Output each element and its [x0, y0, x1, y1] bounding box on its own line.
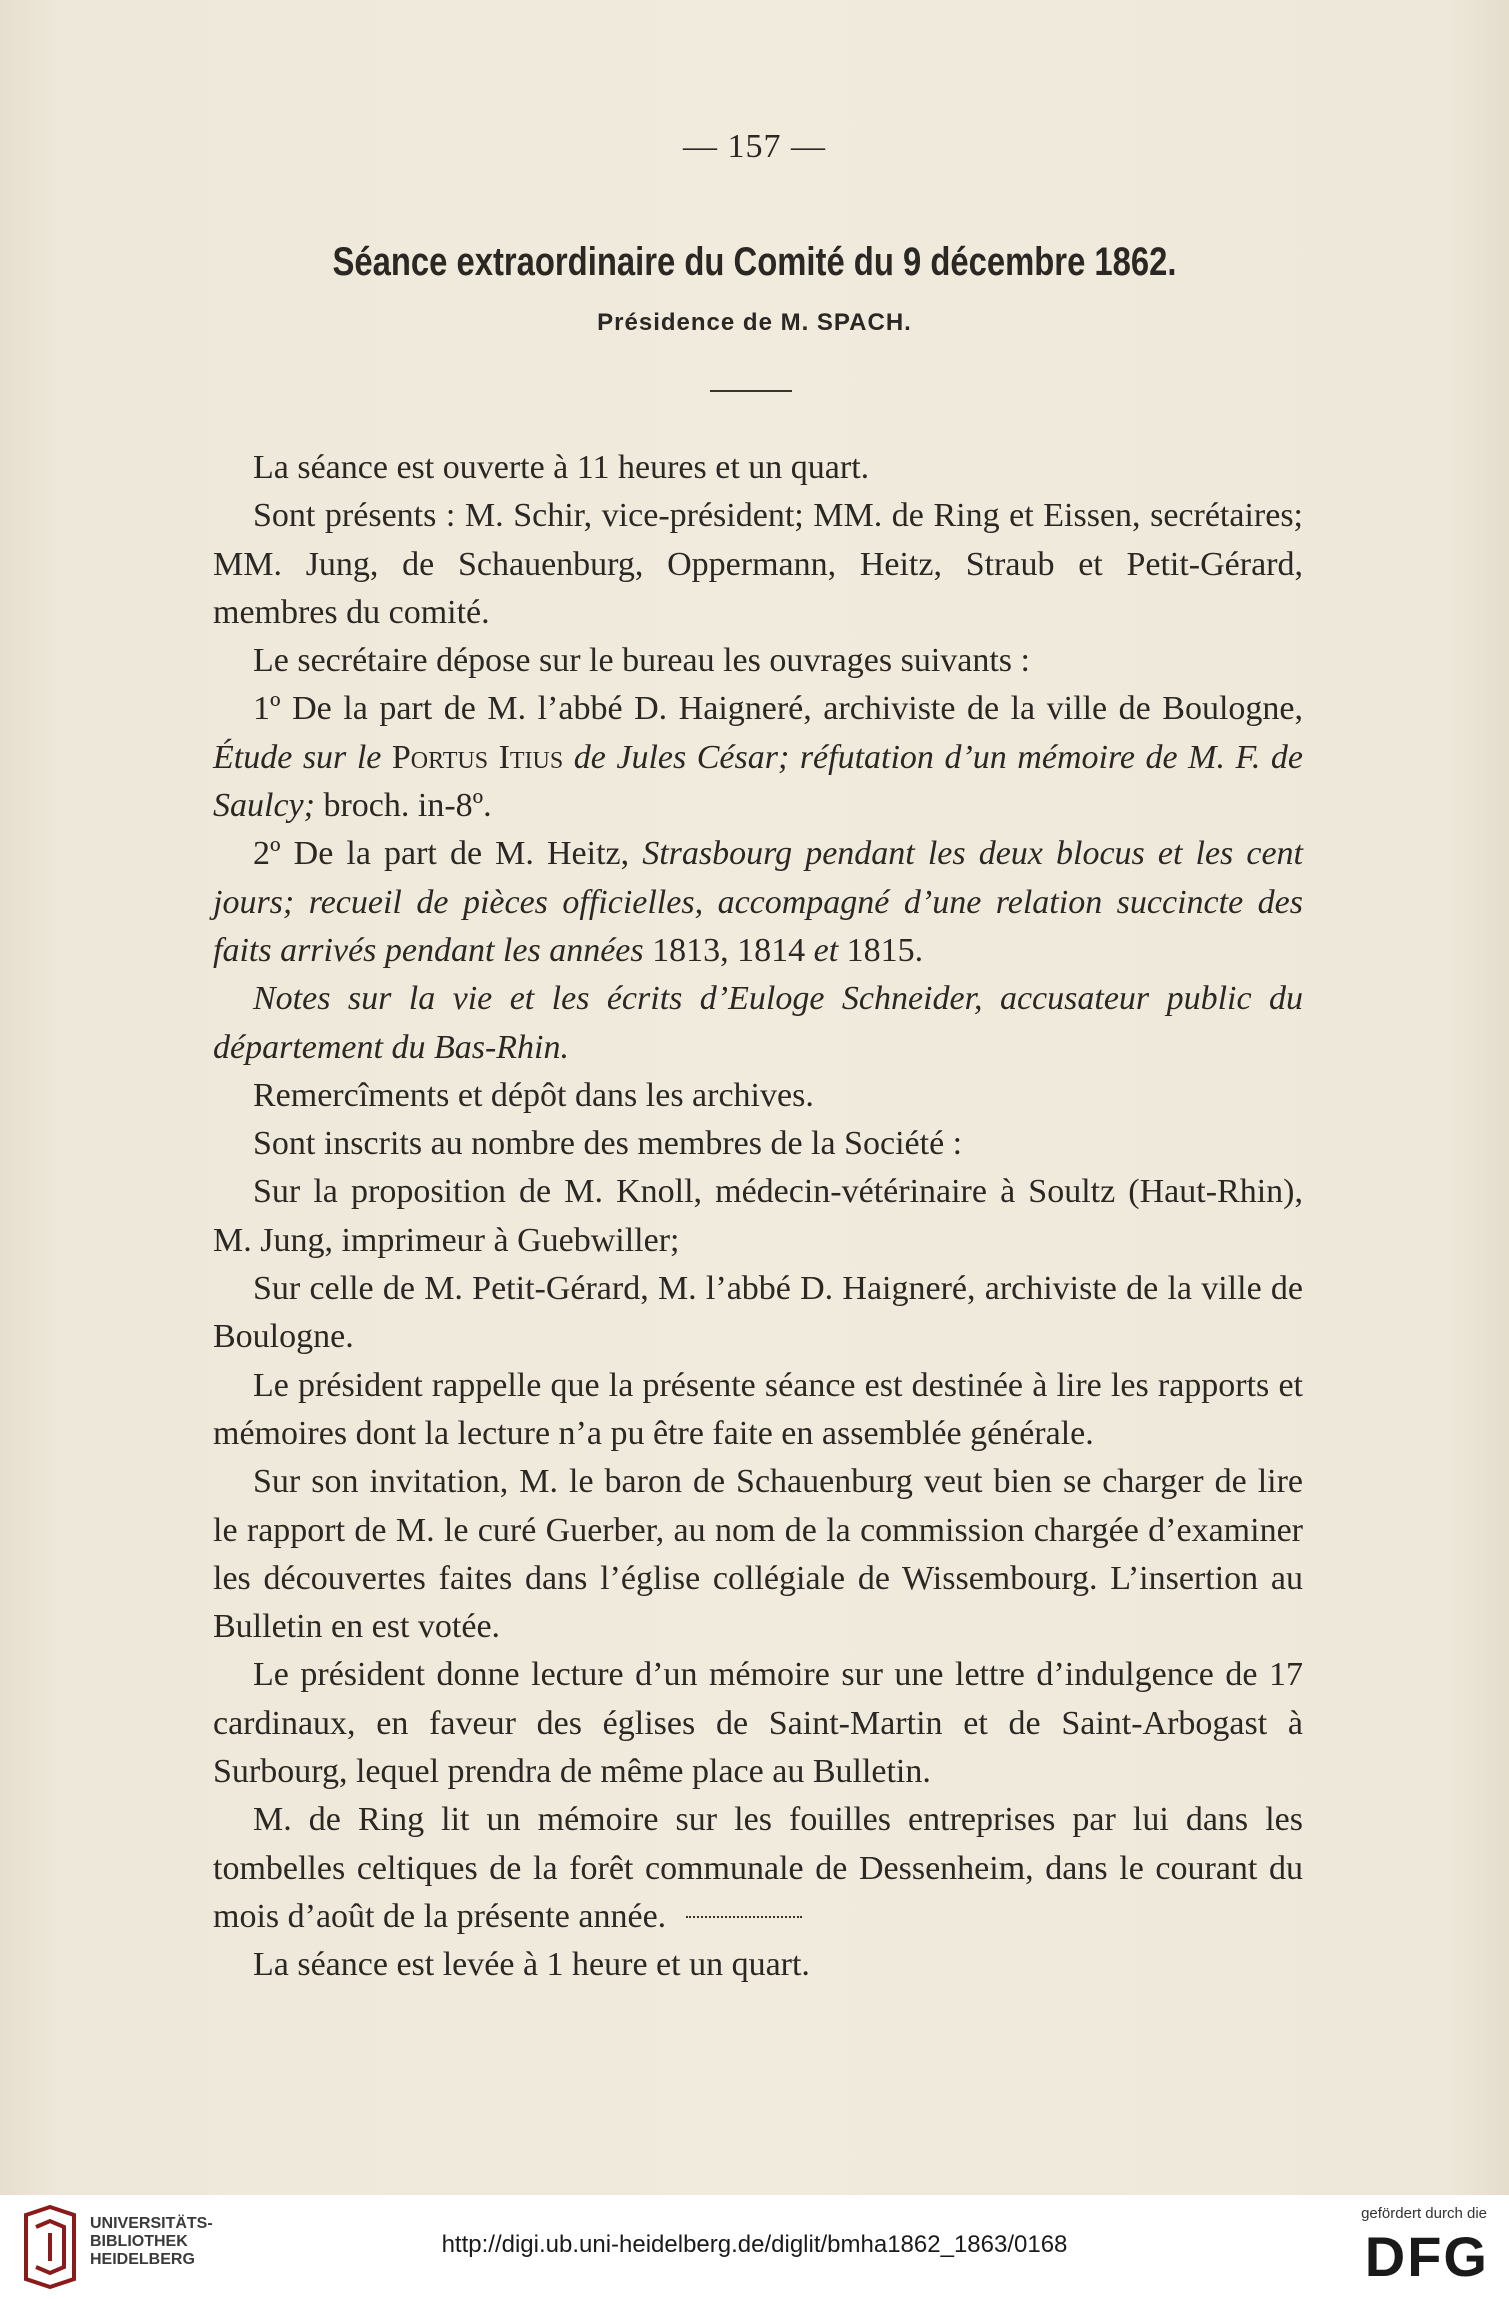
item-2-intro: 2º De la part de M. Heitz,: [253, 835, 643, 873]
item-2-conjunction: et: [813, 931, 839, 969]
item-2-title: Strasbourg pendant les deux blocus et les cent jours; recueil de pièces officielles, accompagné d’une relation succincte des faits arrivés pendant les années: [213, 835, 1303, 969]
paragraph-petit-gerard: Sur celle de M. Petit-Gérard, M. l’abbé D. Haigneré, archiviste de la ville de Boulogne.: [213, 1270, 1303, 1356]
paragraph-closing: La séance est levée à 1 heure et un quart.: [253, 1946, 810, 1984]
end-divider: [686, 1916, 802, 1918]
paragraph-deposit: Le secrétaire dépose sur le bureau les ouvrages suivants :: [253, 642, 1030, 680]
paragraph-knoll: Sur la proposition de M. Knoll, médecin-vétérinaire à Soultz (Haut-Rhin), M. Jung, imprimeur à Guebwiller;: [213, 1173, 1303, 1259]
paragraph-item-2: [213, 830, 1303, 975]
notes-title: Notes sur la vie et les écrits d’Euloge Schneider, accusateur public du département du Bas-Rhin.: [213, 980, 1303, 1066]
permalink-url[interactable]: http://digi.ub.uni-heidelberg.de/diglit/bmha1862_1863/0168: [441, 2231, 1068, 2258]
paragraph-new-members: Sont inscrits au nombre des membres de la Société :: [253, 1125, 963, 1163]
library-name-line-3: HEIDELBERG: [90, 2251, 195, 2268]
item-1-title-smallcaps: Portus Itius: [391, 738, 564, 776]
item-1-title-end: de Jules César; réfutation d’un mémoire de M. F. de Saulcy;: [213, 738, 1303, 825]
dfg-logo: DFG: [1364, 2225, 1489, 2288]
title-divider: [710, 390, 792, 392]
paragraph-thanks: Remercîments et dépôt dans les archives.: [253, 1076, 814, 1114]
paragraph-item-1: [213, 685, 1303, 830]
minutes-body: [213, 444, 1303, 1990]
paragraph-president: Le président rappelle que la présente séance est destinée à lire les rapports et mémoires dont la lecture n’a pu être faite en assemblée générale.: [213, 1366, 1303, 1452]
item-2-last-year: 1815.: [838, 931, 924, 969]
paragraph-opening: La séance est ouverte à 11 heures et un quart.: [253, 449, 870, 486]
page-number: — 157 —: [683, 128, 826, 165]
item-2-years: 1813, 1814: [643, 931, 814, 969]
digitization-footer: [0, 2195, 1509, 2299]
item-1-format: broch. in-8º.: [314, 787, 492, 825]
presidence-line: Présidence de M. SPACH.: [597, 309, 912, 336]
funding-note: gefördert durch die: [1361, 2205, 1487, 2222]
paragraph-indulgence: Le président donne lecture d’un mémoire sur une lettre d’indulgence de 17 cardinaux, en faveur des églises de Saint-Martin et de Saint-Arbogast à Surbourg, lequel prendra de même place au Bulletin.: [213, 1656, 1303, 1791]
library-name-line-1: UNIVERSITÄTS-: [90, 2215, 213, 2232]
item-1-intro: 1º De la part de M. l’abbé D. Haigneré, archiviste de la ville de Boulogne,: [253, 690, 1303, 728]
paragraph-invitation: Sur son invitation, M. le baron de Schauenburg veut bien se charger de lire le rapport de M. le curé Guerber, au nom de la commission chargée d’examiner les découvertes faites dans l’église collégiale de Wissembourg. L’insertion au Bulletin en est votée.: [213, 1463, 1303, 1646]
paragraph-excavations: M. de Ring lit un mémoire sur les fouilles entreprises par lui dans les tombelles celtiques de la forêt communale de Dessenheim, dans le courant du mois d’août de la présente année.: [213, 1801, 1303, 1935]
item-1-title-start: Étude sur le: [213, 738, 392, 776]
library-name-line-2: BIBLIOTHEK: [90, 2233, 188, 2250]
session-title: Séance extraordinaire du Comité du 9 décembre 1862.: [332, 240, 1177, 284]
paragraph-attendees: Sont présents : M. Schir, vice-président; MM. de Ring et Eissen, secrétaires; MM. Jung, de Schauenburg, Oppermann, Heitz, Straub et Petit-Gérard, membres du comité.: [213, 497, 1303, 631]
paragraph-notes-title: [213, 975, 1303, 1072]
